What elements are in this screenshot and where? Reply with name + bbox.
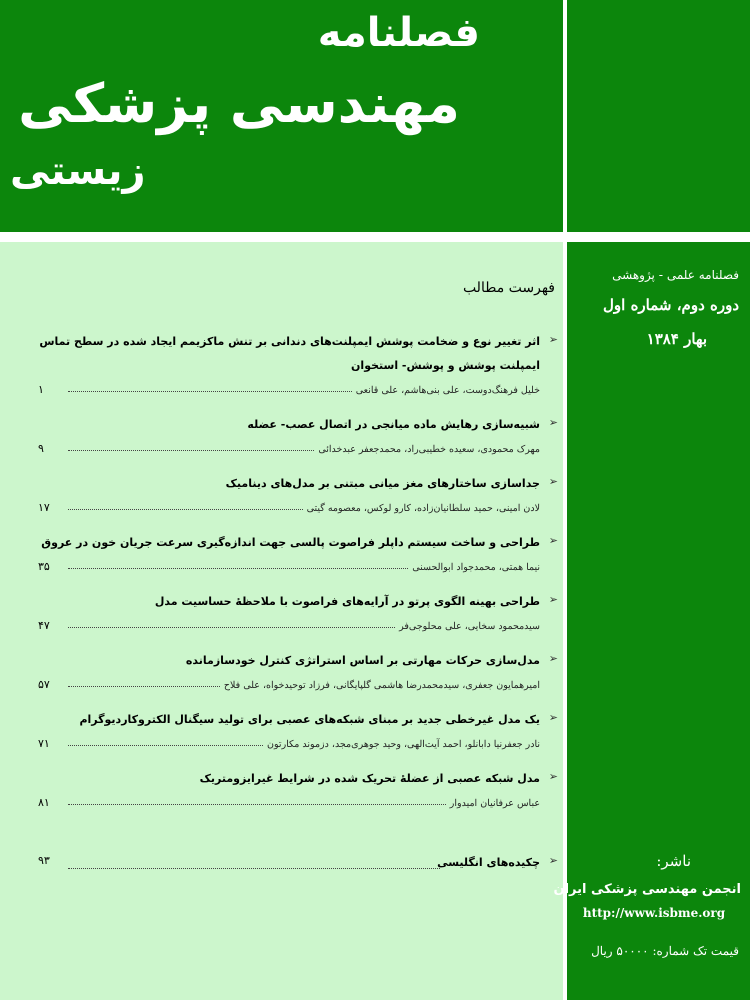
author-line xyxy=(38,791,558,809)
page-number: ۷۱ xyxy=(38,737,50,750)
leader-dots xyxy=(68,509,303,510)
arrow-bullet-icon: ➢ xyxy=(548,416,558,429)
article-title[interactable]: طراحی و ساخت سیستم داپلر فراصوت پالسی جهت اندازه‌گیری سرعت جریان خون در عروق xyxy=(41,536,540,549)
arrow-bullet-icon: ➢ xyxy=(548,333,558,346)
toc-item[interactable] xyxy=(38,330,558,396)
leader-dots xyxy=(68,568,408,569)
publisher-url[interactable]: http://www.isbme.org xyxy=(582,906,726,920)
author-line xyxy=(38,673,558,691)
article-authors: امیرهمایون جعفری، سیدمحمدرضا هاشمی گلپایگانی، فرزاد توحیدخواه، علی فلاح xyxy=(223,680,540,691)
table-of-contents xyxy=(38,330,558,892)
arrow-bullet-icon: ➢ xyxy=(548,593,558,606)
article-title[interactable]: یک مدل غیرخطی جدید بر مبنای شبکه‌های عصبی برای تولید سیگنال الکتروکاردیوگرام xyxy=(79,713,540,726)
banner-divider-vertical xyxy=(563,0,567,232)
leader-dots xyxy=(68,868,440,869)
toc-item-english-abstracts[interactable] xyxy=(38,851,558,875)
magazine-title-line3: زیستی xyxy=(10,148,146,194)
arrow-bullet-icon: ➢ xyxy=(548,854,558,867)
toc-item[interactable] xyxy=(38,649,558,691)
toc-item[interactable] xyxy=(38,590,558,632)
page-number: ۳۵ xyxy=(38,560,50,573)
toc-item[interactable] xyxy=(38,413,558,455)
article-title[interactable]: مدل شبکه عصبی از عضلهٔ تحریک شده در شرایط غیرایزومتریک xyxy=(199,772,540,785)
leader-dots xyxy=(68,627,395,628)
magazine-title-line2: مهندسی پزشکی xyxy=(18,72,460,135)
issue-price: قیمت تک شماره: ۵۰۰۰۰ ریال xyxy=(591,944,739,958)
article-title[interactable]: چکیده‌های انگلیسی xyxy=(437,856,540,869)
article-title[interactable]: مدل‌سازی حرکات مهارتی بر اساس استراتژی کنترل خودسازمانده xyxy=(185,654,540,667)
banner-divider-horizontal xyxy=(0,232,750,242)
page-number: ۱۷ xyxy=(38,501,50,514)
author-line xyxy=(38,437,558,455)
toc-item[interactable] xyxy=(38,531,558,573)
article-authors: نادر جعفرنیا دابانلو، احمد آیت‌الهی، وحید جوهری‌مجد، دزموند مکارتون xyxy=(267,739,540,750)
issue-season: بهار ۱۳۸۴ xyxy=(646,330,707,348)
page-number: ۵۷ xyxy=(38,678,50,691)
publisher-label: ناشر: xyxy=(656,852,691,870)
article-title[interactable]: طراحی بهینه الگوی پرتو در آرایه‌های فراصوت با ملاحظهٔ حساسیت مدل xyxy=(154,595,540,608)
leader-dots xyxy=(68,804,446,805)
page-number: ۱ xyxy=(38,383,44,396)
leader-dots xyxy=(68,391,352,392)
article-authors: خلیل فرهنگ‌دوست، علی بنی‌هاشم، علی قانعی xyxy=(355,385,540,396)
page-number: ۸۱ xyxy=(38,796,50,809)
leader-dots xyxy=(68,450,314,451)
leader-dots xyxy=(68,686,220,687)
author-line xyxy=(38,614,558,632)
article-authors: عباس عرفانیان امیدوار xyxy=(449,798,540,809)
page-number: ۹ xyxy=(38,442,44,455)
article-title[interactable]: شبیه‌سازی رهایش ماده میانجی در اتصال عصب- عضله xyxy=(247,418,540,431)
article-title[interactable]: اثر تغییر نوع و ضخامت پوشش ایمپلنت‌های دندانی بر تنش ماکزیمم ایجاد شده در سطح تماس ایمپلنت پوشش و پوشش- استخوان xyxy=(39,335,540,372)
arrow-bullet-icon: ➢ xyxy=(548,475,558,488)
arrow-bullet-icon: ➢ xyxy=(548,652,558,665)
author-line xyxy=(38,732,558,750)
article-authors: سیدمحمود سخایی، علی محلوجی‌فر xyxy=(399,621,540,632)
author-line xyxy=(38,496,558,514)
toc-item[interactable] xyxy=(38,472,558,514)
publisher-name: انجمن مهندسی پزشکی ایران xyxy=(553,882,741,897)
author-line xyxy=(38,555,558,573)
article-title[interactable]: جداسازی ساختارهای مغز میانی مبتنی بر مدل‌های دینامیک xyxy=(225,477,540,490)
toc-item[interactable] xyxy=(38,767,558,809)
page-number: ۹۳ xyxy=(38,854,50,867)
page-number: ۴۷ xyxy=(38,619,50,632)
arrow-bullet-icon: ➢ xyxy=(548,770,558,783)
journal-type: فصلنامه علمی - پژوهشی xyxy=(612,268,739,282)
arrow-bullet-icon: ➢ xyxy=(548,711,558,724)
magazine-title-line1: فصلنامه xyxy=(317,10,480,56)
article-authors: مهرک محمودی، سعیده خطیبی‌راد، محمدجعفر عبدخدائی xyxy=(318,444,540,455)
volume-issue: دوره دوم، شماره اول xyxy=(603,296,739,314)
arrow-bullet-icon: ➢ xyxy=(548,534,558,547)
article-authors: لادن امینی، حمید سلطانیان‌زاده، کارو لوکس، معصومه گیتی xyxy=(306,503,540,514)
toc-heading: فهرست مطالب xyxy=(462,280,555,296)
author-line xyxy=(38,378,558,396)
article-authors: نیما همتی، محمدجواد ابوالحسنی xyxy=(412,562,540,573)
toc-item[interactable] xyxy=(38,708,558,750)
leader-dots xyxy=(68,745,263,746)
